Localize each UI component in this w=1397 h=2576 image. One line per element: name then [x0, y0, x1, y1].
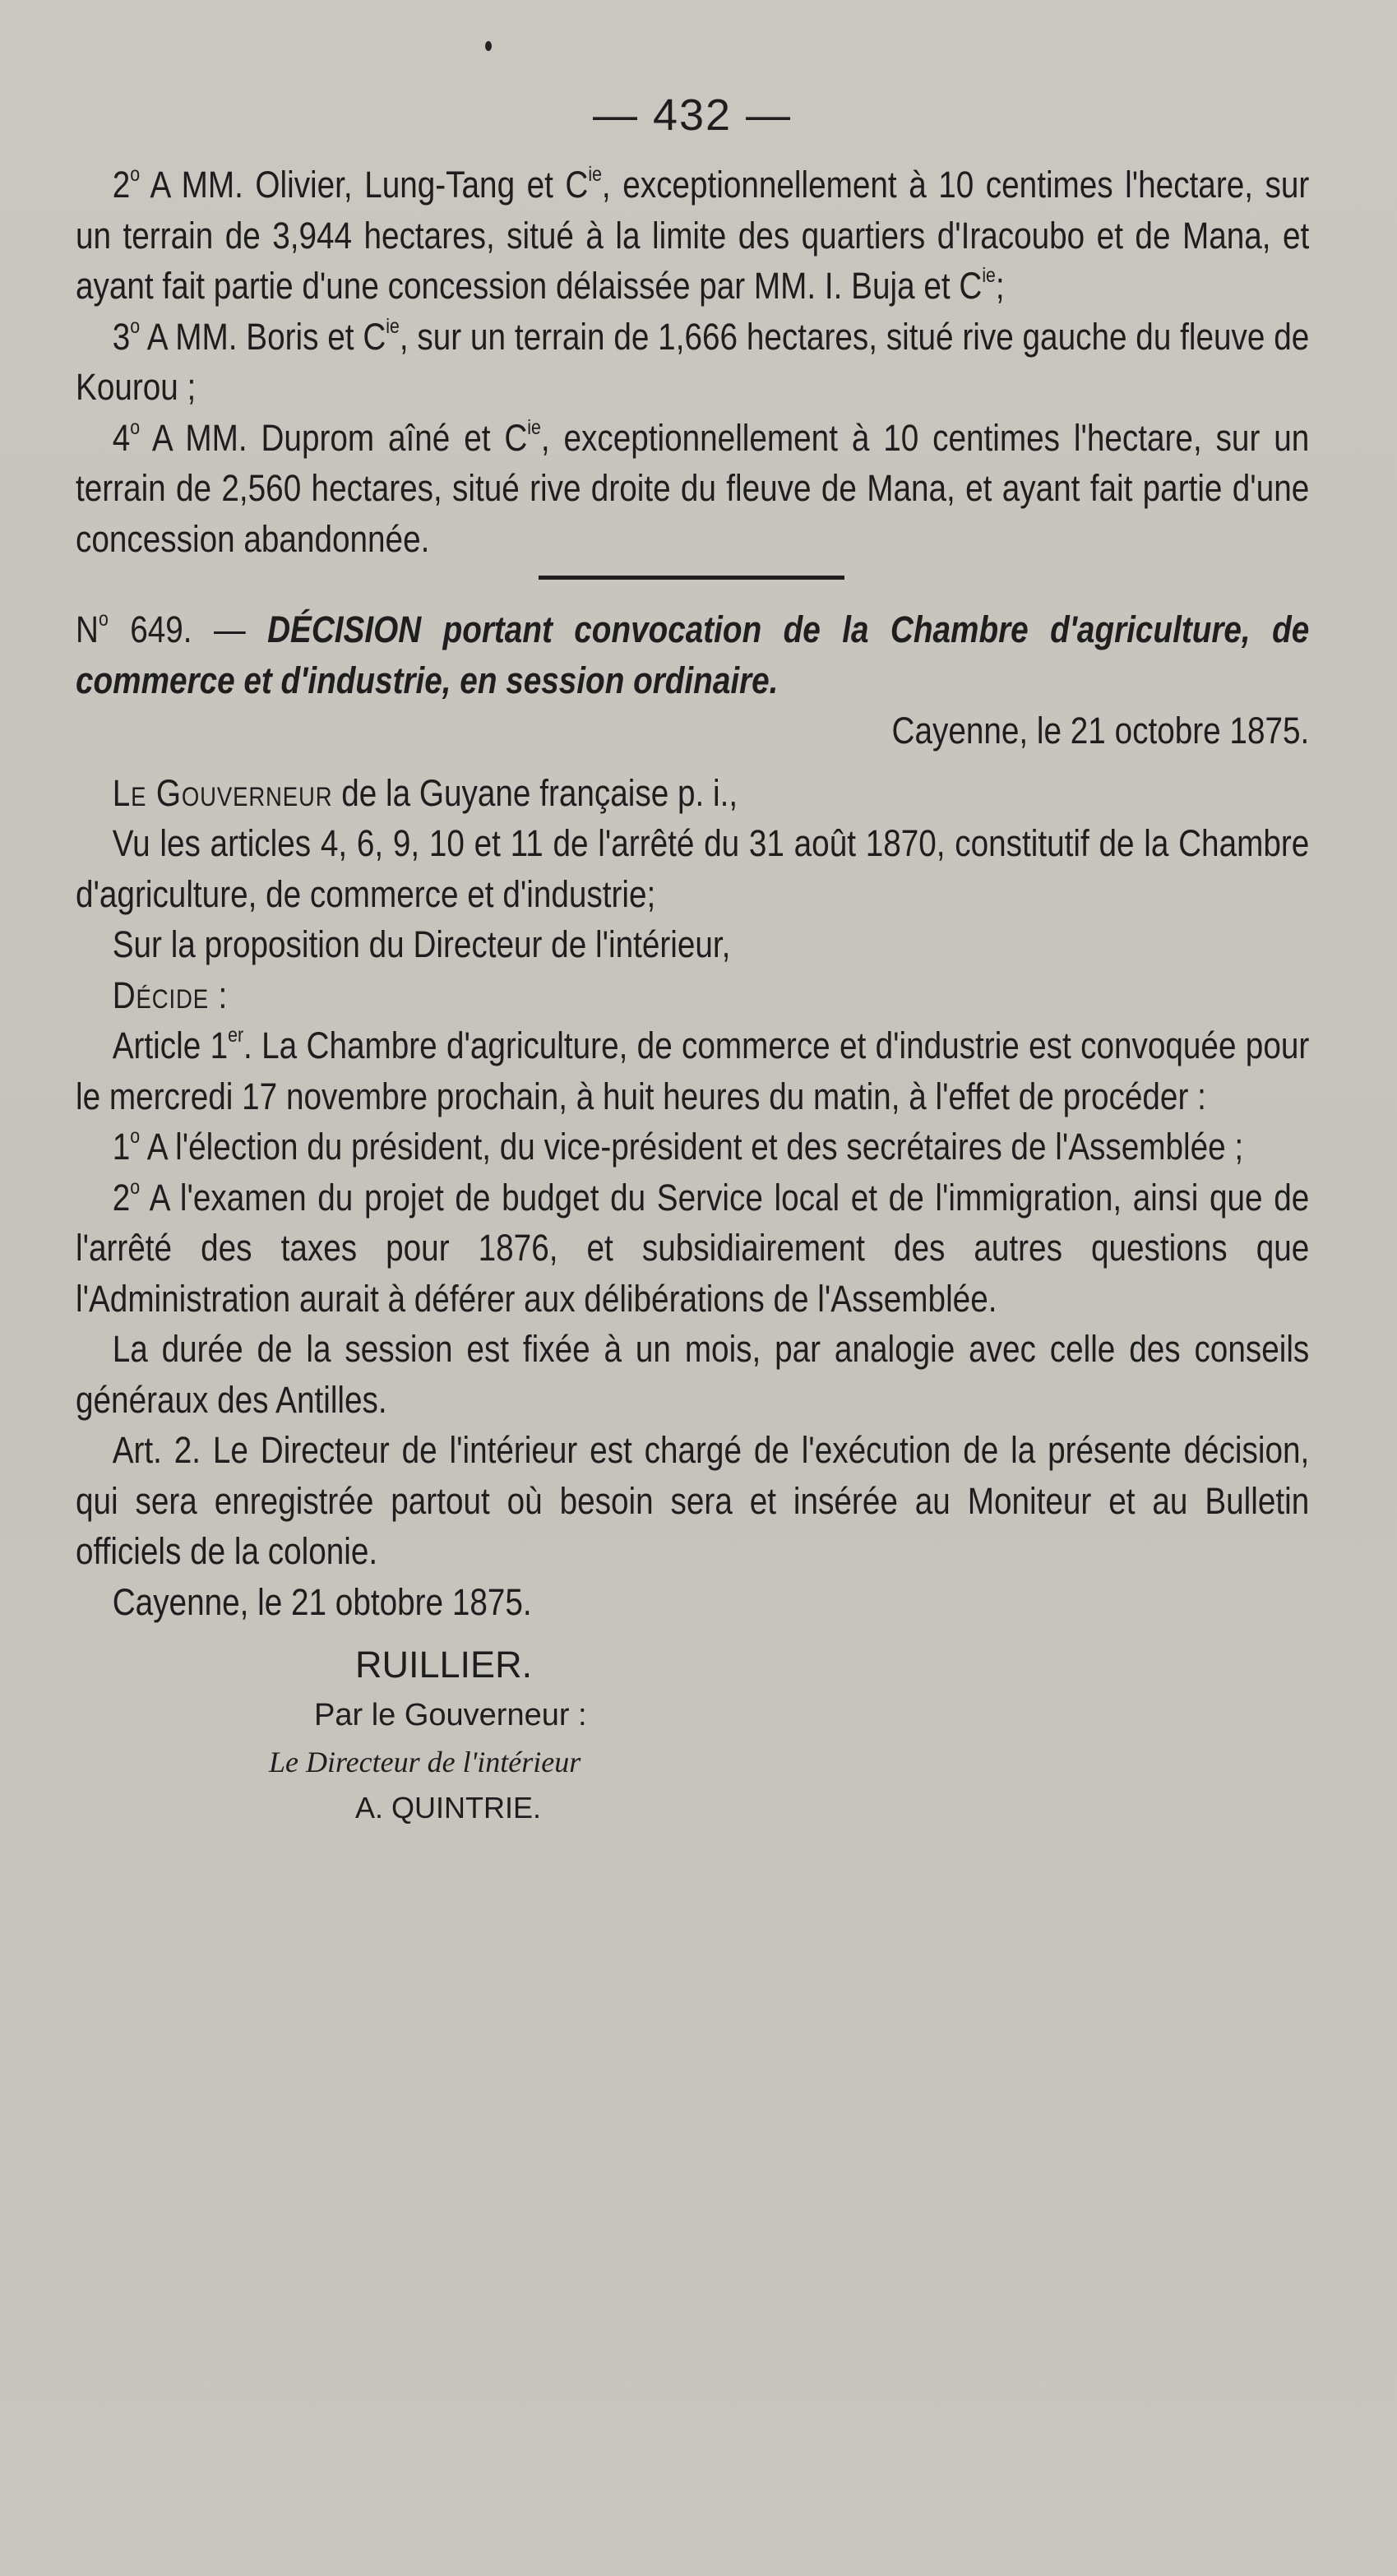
article-1: Article 1er. La Chambre d'agriculture, de commerce et d'industrie est convoquée pour le mercredi 17 novembre prochain, à huit heures du matin, à l'effet de procéder :: [76, 1024, 1310, 1117]
signature-by: Par le Gouverneur :: [314, 1698, 587, 1732]
paragraph-item-3: 3$^o$ A MM. Boris et $C^{ie}$, sur un terrain de 1,666 hectares, situé rive gauche du fleuve de Kourou ;: [76, 315, 1310, 408]
article-2: Art. 2. Le Directeur de l'intérieur est chargé de l'exécution de la présente décision, qui sera enregistrée partout où besoin sera et insérée au Moniteur et au Bulletin officiels de la colonie.: [76, 1429, 1310, 1572]
section-divider: [539, 576, 844, 580]
closing-place-date: Cayenne, le 21 obtobre 1875.: [112, 1580, 532, 1623]
decision-title: $N^o$ 649. — DÉCISION portant convocation de la Chambre d'agriculture, de commerce et d'industrie, en session ordinaire.: [76, 608, 1310, 701]
article-1-item-1: 1$^o$ A l'élection du président, du vice-président et des secrétaires de l'Assemblée ;: [112, 1126, 1244, 1168]
text-column: [76, 90, 1309, 1831]
paragraph-item-4: 4$^o$ A MM. Duprom aîné et $C^{ie}$, exceptionnellement à 10 centimes l'hectare, sur un terrain de 2,560 hectares, situé rive droite du fleuve de Mana, et ayant fait partie d'une concession abandonnée.: [76, 416, 1310, 560]
sur-paragraph: Sur la proposition du Directeur de l'intérieur,: [112, 923, 731, 965]
ink-speck: [485, 41, 492, 51]
vu-paragraph: Vu les articles 4, 6, 9, 10 et 11 de l'arrêté du 31 août 1870, constitutif de la Chambre d'agriculture, de commerce et d'industrie;: [76, 822, 1310, 915]
signature-name: RUILLIER.: [355, 1644, 533, 1686]
place-date: Cayenne, le 21 octobre 1875.: [891, 710, 1310, 752]
paragraph-item-2: 2$^o$ A MM. Olivier, Lung-Tang et $C^{ie}$, exceptionnellement à 10 centimes l'hectare, sur un terrain de 3,944 hectares, situé à la limite des quartiers d'Iracoubo et de Mana, et ayant fait partie d'une concession délaissée par MM. I. Buja et $C^{ie}$;: [76, 164, 1310, 307]
session-duration: La durée de la session est fixée à un mois, par analogie avec celle des conseils généraux des Antilles.: [76, 1328, 1310, 1421]
decision-heading: [76, 604, 1309, 705]
signature-role: Le Directeur de l'intérieur: [269, 1746, 581, 1778]
decide-label: Décide :: [112, 974, 229, 1016]
page-number: — 432 —: [592, 90, 793, 140]
article-1-item-2: 2$^o$ A l'examen du projet de budget du Service local et de l'immigration, ainsi que de l'arrêté des taxes pour 1876, et subsidiairement des autres questions que l'Administration aurait à déférer aux délibérations de l'Assemblée.: [76, 1176, 1310, 1320]
intro-line: Le Gouverneur de la Guyane française p. i.,: [112, 771, 738, 814]
signature-signer: A. QUINTRIE.: [355, 1791, 542, 1824]
